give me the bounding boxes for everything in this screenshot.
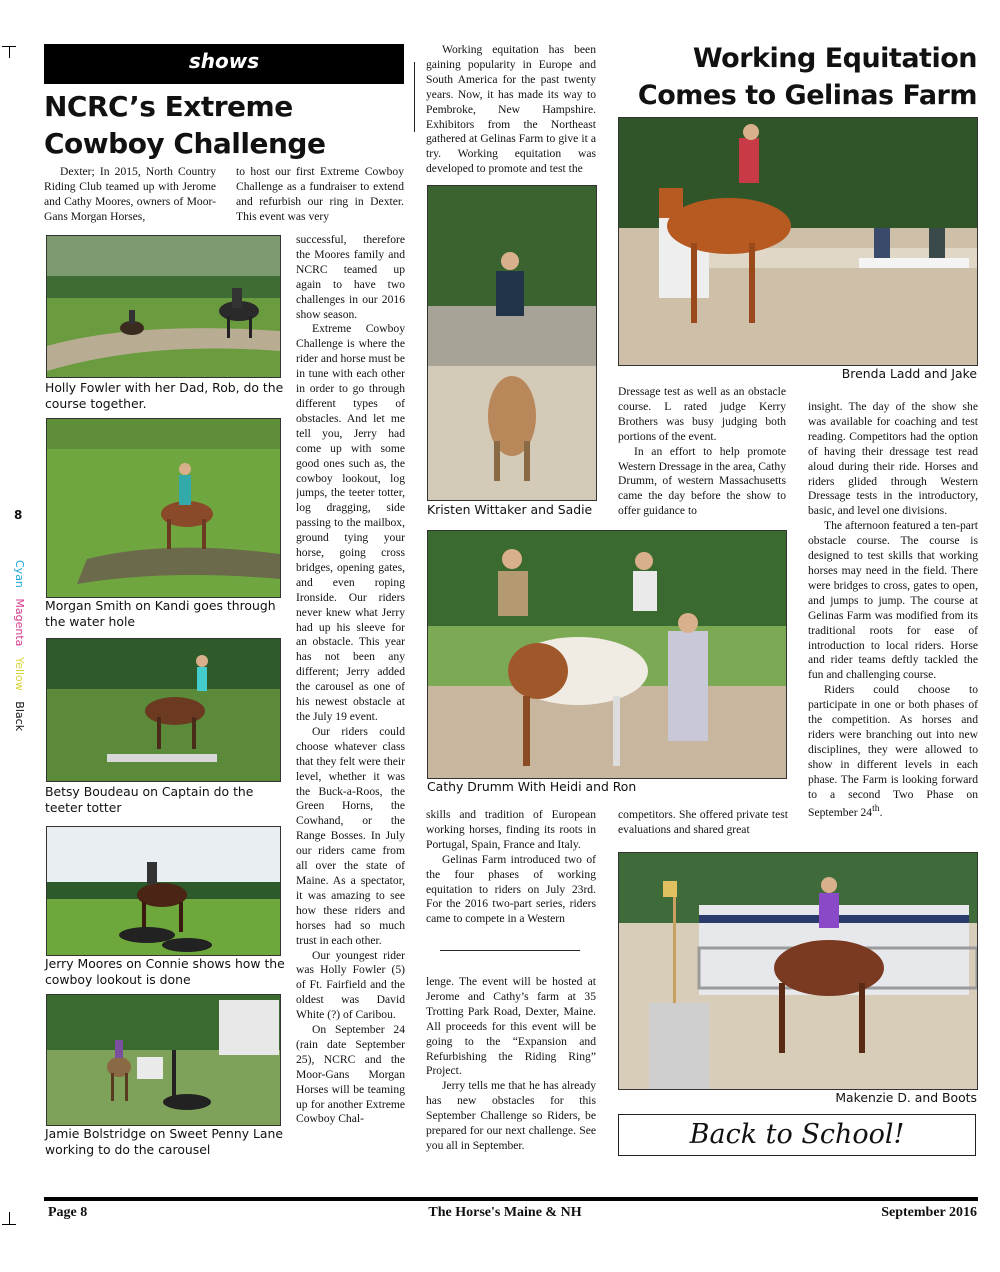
back-to-school-text: Back to School! xyxy=(689,1119,905,1150)
crop-mark-bottom-v xyxy=(9,1212,10,1224)
right-p3-cont: competitors. She offered private test evaluations and shared great xyxy=(618,808,788,836)
right-p5: The afternoon featured a ten-part obstacle course. The course is designed to test skills that working horses may need in the field. There were bridges to cross, gates to open, and jumps to jump. The course at Gelinas Farm was modified from its traditional roots for ease of introduction to local riders. Horse and rider teams deftly tackled the fun and challenging course. xyxy=(808,519,978,682)
photo-jamie-bolstridge xyxy=(46,994,281,1126)
caption-kristen-wittaker: Kristen Wittaker and Sadie xyxy=(427,502,593,517)
right-p6-text: Riders could choose to participate in one or both phases of the competition. As horses and riders were branching out into new disciplines, they were allowed to show in different levels in each phase. The Farm is looking forward to a second Two Phase on September 24 xyxy=(808,683,978,820)
right-title-line2: Comes to Gelinas Farm xyxy=(637,80,977,111)
article-separator-rule xyxy=(440,950,580,951)
left-title-line1: NCRC’s Extreme xyxy=(44,90,293,123)
caption-cathy-drumm: Cathy Drumm With Heidi and Ron xyxy=(427,779,637,794)
print-mark-cyan: Cyan xyxy=(13,560,26,588)
photo-cathy-drumm xyxy=(427,530,787,779)
right-p6-sup: th xyxy=(872,803,880,815)
print-mark-magenta: Magenta xyxy=(13,598,26,647)
right-article-title xyxy=(600,40,977,114)
left-col-p3: Our riders could choose whatever class that they felt were their level, whether it was the Buck-a-Roos, the Green Horns, the Cowhand, or the Range Bosses. In July our riders came from all over the state of Maine. As a spectator, it was amazing to see how these riders and horses had so much trust in each other. xyxy=(296,724,405,947)
right-col2-bottom xyxy=(618,808,788,838)
caption-holly-fowler: Holly Fowler with her Dad, Rob, do the course together. xyxy=(45,380,284,411)
right-col3-top xyxy=(808,400,978,821)
caption-jerry-moores: Jerry Moores on Connie shows how the cowboy lookout is done xyxy=(45,956,285,987)
left-intro-a xyxy=(44,165,216,225)
left-article-title xyxy=(44,88,404,162)
footer-rule xyxy=(44,1197,978,1201)
photo-holly-fowler xyxy=(46,235,281,378)
right-p2: Gelinas Farm introduced two of the four phases of working equitation to riders on July 23rd. For the 2016 two-part series, riders came to compete in a Western xyxy=(426,852,596,926)
right-p6 xyxy=(808,683,978,821)
left-col-p4: Our youngest rider was Holly Fowler (5) of Ft. Fairfield and the oldest was David White (?) of Caribou. xyxy=(296,948,405,1022)
left-cont-p2: Jerry tells me that he has already has new obstacles for this September Challenge so Riders, be prepared for our next challenge. See you all in September. xyxy=(426,1079,596,1152)
photo-kristen-wittaker xyxy=(427,185,597,501)
caption-betsy-boudeau: Betsy Boudeau on Captain do the teeter totter xyxy=(45,784,254,815)
right-col1-top xyxy=(426,43,596,177)
photo-brenda-ladd xyxy=(618,117,978,366)
right-p2-cont: Dressage test as well as an obstacle course. L rated judge Kerry Brothers was busy judging both portions of the event. xyxy=(618,385,786,443)
photo-jerry-moores xyxy=(46,826,281,956)
footer-publication: The Horse's Maine & NH xyxy=(428,1205,582,1220)
right-col2-top xyxy=(618,385,786,519)
right-p3: In an effort to help promote Western Dressage in the area, Cathy Drumm, of western Massachusetts came the day before the show to offer guidance to xyxy=(618,444,786,518)
caption-makenzie: Makenzie D. and Boots xyxy=(835,1090,977,1105)
crop-mark-top-v xyxy=(9,46,10,58)
column-divider xyxy=(414,62,415,132)
left-col-p2: Extreme Cowboy Challenge is where the rider and horse must be in tune with each other in order to go through different types of obstacles. And let me tell you, Jerry had come up with some good ones such as, the cowboy lookout, log jumps, the teeter totter, log dragging, side passing to the mailbox, ground tying your horse, going cross bridges, opening gates, and even roping Ironside. Our riders never knew what Jerry had up his sleeve for an obstacle. This year has not been any different; Jerry added the carousel as one of his newest obstacle at the July 19 event. xyxy=(296,322,405,723)
caption-brenda-ladd: Brenda Ladd and Jake xyxy=(841,366,977,381)
print-mark-yellow: Yellow xyxy=(13,656,26,691)
print-mark-black: Black xyxy=(13,701,26,732)
left-intro-b xyxy=(236,165,404,225)
photo-makenzie xyxy=(618,852,978,1090)
print-color-marks xyxy=(13,560,26,731)
left-col-p1: successful, therefore the Moores family and NCRC teamed up again to have two challenges in our 2016 show season. xyxy=(296,233,405,321)
caption-jamie-bolstridge: Jamie Bolstridge on Sweet Penny Lane working to do the carousel xyxy=(45,1126,284,1157)
left-cont-p1: lenge. The event will be hosted at Jerome and Cathy’s farm at 35 Trotting Park Road, Dexter, Maine. All proceeds for this event will be going to the “Expansion and Refurbishing the Riding Ring” Project. xyxy=(426,975,596,1078)
right-p1-cont: skills and tradition of European working horses, finding its roots in Portugal, Spain, France and Italy. xyxy=(426,808,596,851)
caption-morgan-smith: Morgan Smith on Kandi goes through the water hole xyxy=(45,598,276,629)
section-label: shows xyxy=(188,49,260,73)
left-intro-b-text: to host our first Extreme Cowboy Challenge as a fundraiser to extend and refurbish our ring in Dexter. This event was very xyxy=(236,165,404,223)
right-title-line1: Working Equitation xyxy=(692,43,977,74)
footer-date: September 2016 xyxy=(881,1205,977,1220)
left-narrow-column xyxy=(296,233,405,1155)
left-col-p5: On September 24 (rain date September 25), NCRC and the Moor-Gans Morgan Horses will be teaming up for another Extreme Cowboy Chal- xyxy=(296,1023,405,1126)
left-title-line2: Cowboy Challenge xyxy=(44,127,326,160)
photo-betsy-boudeau xyxy=(46,638,281,782)
right-col1-bottom xyxy=(426,808,596,927)
right-p6-end: . xyxy=(879,806,883,820)
photo-morgan-smith xyxy=(46,418,281,598)
crop-mark-bottom-h xyxy=(2,1224,16,1225)
side-page-number: 8 xyxy=(14,508,23,522)
right-p4: insight. The day of the show she was available for coaching and test reading. Competitors had the option of having their dressage test read aloud during their ride. Horses and riders glided through Western Dressage tests in the introductory, basic, and level one divisions. xyxy=(808,400,978,518)
right-p1: Working equitation has been gaining popularity in Europe and South America for the past twenty years. Now, it has made its way to Pembroke, New Hampshire. Exhibitors from the Northeast gathered at Gelinas Farm to give it a try. Working equitation was developed to promote and test the xyxy=(426,43,596,176)
footer-page: Page 8 xyxy=(48,1205,88,1220)
left-intro-a-text: Dexter; In 2015, North Country Riding Club teamed up with Jerome and Cathy Moores, owners of Moor-Gans Morgan Horses, xyxy=(44,165,216,223)
left-article-continuation xyxy=(426,975,596,1154)
